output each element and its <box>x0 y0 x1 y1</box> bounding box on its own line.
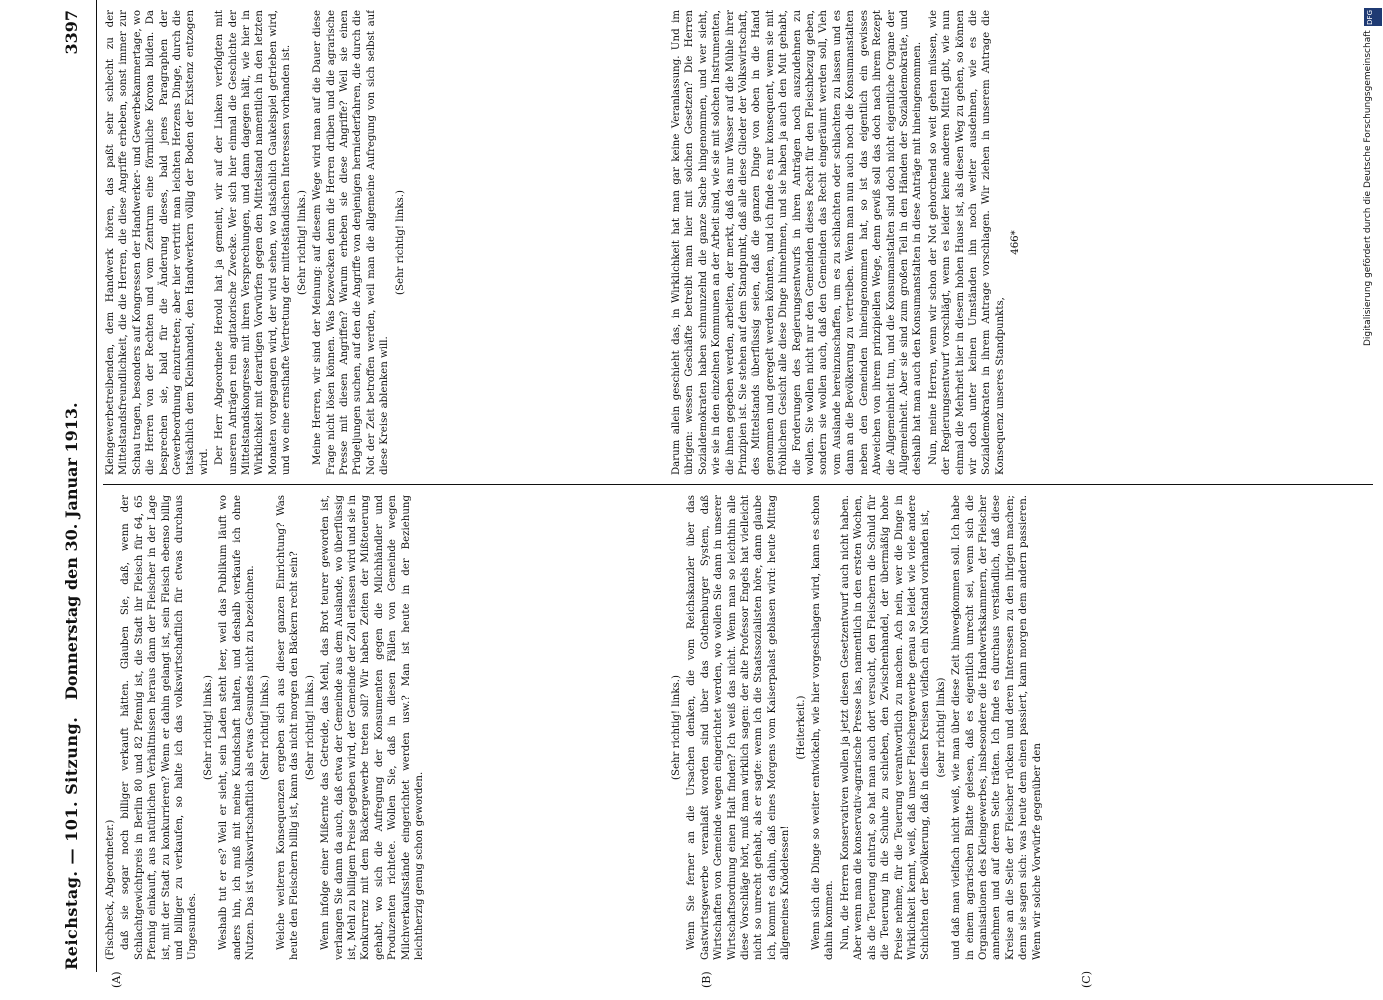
col1-para-3: Welche weiteren Konsequenzen ergeben sich aus dieser ganzen Einrichtung? Was heute den Fleischern billig ist, kann das nicht morgen den Bäckern recht sein? <box>275 495 301 960</box>
col2-para-4: und daß man vielfach nicht weiß, wie man über diese Zeit hinwegkommen soll. Ich habe in einem agrarischen Blatte gelesen, daß es eigentlich unrecht sei, wenn sich die Organisationen des Kleingewerbes, insbesondere die Handwerkskammern, der Fleischer annehmen und auf deren Seite träten. Ich finde es durchaus verständlich, daß diese Kreise an die Seite der Fleischer rücken und deren Interessen zu den ihrigen machen; denn sie sagen sich: was heute dem einen passiert, kann morgen dem andern passieren. Wenn wir solche Vorwürfe gegenüber den <box>951 495 1043 960</box>
header-rule <box>96 0 97 972</box>
col2-para-1: Wenn Sie ferner an die Ursachen denken, die vom Reichskanzler über das Gastwirtsgewerbe veranlaßt worden sind über das Gothenburger System, daß Wirtschaften von Gemeinde wegen eingerichtet werden, wo wollen Sie dann in unserer Wirtschaftsordnung einen Halt finden? Ich weiß das nicht. Wenn man so leichthin alle diese Vorschläge hört, muß man wirklich sagen: der alte Professor Engels hat vielleicht nicht so unrecht gehabt, als er sagte: wenn ich die Staatssozialisten höre, dann glaube ich, kommt es dahin, daß eines Morgens vom Kaiserpalast geblasen wird: heute Mittag allgemeines Knödelessen! <box>686 495 792 960</box>
dfg-logo <box>1364 8 1382 26</box>
col1-interjection-2: (Sehr richtig! links.) <box>260 675 272 780</box>
col2-para-3: Nun, die Herren Konservativen wollen ja jetzt diesen Gesetzentwurf auch nicht haben. Aber wenn man die konservativ-agrarische Presse las, namentlich in den ersten Wochen, als die Teuerung eintrat, so hat man auch dort versucht, den Fleischern die Schuld für die Teuerung in die Schuhe zu schieben, den Zwischenhandel, der übermäßig hohe Preise nehme, für die Teuerung verantwortlich zu machen. Ach nein, wer die Dinge in Wirklichkeit kennt, weiß, daß unser Fleischergewerbe genau so leidet wie viele andere Schichten der Bevölkerung, daß in diesen Kreisen vielfach ein Notstand vorhanden ist, <box>839 495 932 960</box>
dfg-logo-text: DFG <box>1366 10 1374 25</box>
col2-interjection-1: (Sehr richtig! links.) <box>671 675 682 780</box>
header-date: Donnerstag den 30. Januar 1913. <box>62 402 81 700</box>
col3-para-1: Kleingewerbetreibenden, dem Handwerk hören, das paßt sehr schlecht zu der Mittelstandsfreundlichkeit, die die Herren, die diese Angriffe erheben, sonst immer zur Schau tragen, besonders auf Kongressen der Handwerker- und Gewerbekammertage, wo die Herren von der Rechten und vom Zentrum eine förmliche Korona bilden. Da besprechen sie, bald für die Änderung dieses, bald jenes Paragraphen der Gewerbeordnung einzutreten; aber hier vertritt man leichten Herzens Dinge, durch die tatsächlich dem Kleinhandel, den Handwerkern völlig der Boden der Existenz entzogen wird. <box>105 10 210 475</box>
col2-interjection-2: (Heiterkeit.) <box>795 695 807 760</box>
col3-para-3: Meine Herren, wir sind der Meinung: auf diesem Wege wird man auf die Dauer diese Frage nicht lösen können. Was bezwecken denn die Herren drüben und die agrarische Presse mit diesen Angriffen? Warum erheben sie diese Angriffe? Weil sie einen Prügeljungen suchen, auf den die Angriffe von denjenigen herniederfahren, die durch die Not der Zeit betroffen werden, weil man die allgemeine Aufregung von sich selbst auf diese Kreise ablenken will. <box>312 10 391 475</box>
col2-interjection-3: (sehr richtig! links) <box>935 677 947 778</box>
col2-para-2: Wenn sich die Dinge so weiter entwickeln, wie hier vorgeschlagen wird, kann es schon dahin kommen. <box>811 495 836 960</box>
marker-a: (A) <box>110 971 123 988</box>
marker-c: (C) <box>1080 971 1093 988</box>
col1-interjection-1: (Sehr richtig! links.) <box>202 675 214 780</box>
page-number: 3397 <box>62 10 81 55</box>
col3-para-5: Nun, meine Herren, wenn wir schon der Not gehorchend so weit gehen müssen, wie der Regierungsentwurf vorschlägt, wenn es leider keine anderen Mittel gibt, wie nun einmal die Mehrheit hier in diesem hohen Hause ist, als diesen Weg zu gehen, so können wir doch unter keinen Umständen ihn noch weiter ausdehnen, wie es die Sozialdemokraten in ihrem Antrage vorschlagen. Wir ziehen in unserem Antrage die Konsequenz unseres Standpunkts, <box>927 10 1006 475</box>
marker-b: (B) <box>700 971 713 988</box>
col1-para-1: daß sie sogar noch billiger verkauft hätten. Glauben Sie, daß, wenn der Schlachtgewichtpreis in Berlin 80 und 82 Pfennig ist, die Stadt ihr Fleisch für 64, 65 Pfennig einkauft, aus natürlichen Verhältnissen heraus dann der Fleischer in der Lage ist, mit der Stadt zu konkurrieren? Wenn er dahin gelangt ist, sein Fleisch ebenso billig und billiger zu verkaufen, so halte ich das volkswirtschaftlich für etwas durchaus Ungesundes. <box>120 495 199 960</box>
col1-para-4: Wenn infolge einer Mißernte das Getreide, das Mehl, das Brot teurer geworden ist, verlangen Sie dann da auch, daß etwa der Gemeinde aus dem Auslande, wo überflüssig ist, Mehl zu billigem Preise gegeben wird, der Gemeinde der Zoll erlassen wird und sie in Konkurrenz mit dem Bäckergewerbe treten soll? Wir haben Zeiten der Mißteuerung gehabt, wo sich die Aufregung der Konsumenten gegen die Milchhändler und Produzenten richtete. Wollen Sie, daß in diesen Fällen von Gemeinde wegen Milchverkaufsstände eingerichtet werden usw.? Man ist heute in der Beziehung leichtherzig genug schon geworden. <box>320 495 425 960</box>
digitization-credit: Digitalisierung gefördert durch die Deutsche Forschungsgemeinschaft <box>1363 30 1373 346</box>
column-right-top <box>104 10 664 475</box>
column-right-bottom <box>670 10 1370 475</box>
header-session: Reichstag. — 101. Sitzung. <box>62 716 81 970</box>
column-divider <box>103 484 1373 485</box>
col3-para-4: Darum allein geschieht das, in Wirklichkeit hat man gar keine Veranlassung. Und im übrigen: wessen Geschäfte betreibt man hier mit solchen Gesetzen? Die Herren Sozialdemokraten haben schmunzelnd die ganze Sache hingenommen, und wer sieht, wie sie in den einzelnen Kommunen an der Arbeit sind, wie sie mit solchen Instrumenten, die ihnen gegeben werden, arbeiten, der merkt, daß das nur Wasser auf die Mühle ihrer Prinzipien ist. Sie stehen auf dem Standpunkt, daß alle diese Glieder der Volkswirtschaft, des Mittelstands überflüssig seien, daß die ganzen Dinge von oben in die Hand genommen und geregelt werden könnten, und ich finde es nur konsequent, wenn sie mit fröhlichem Gesicht alle diese Dinge hinnehmen, und sie haben ja auch den Mut gehabt, die Forderungen des Regierungsentwurfs in ihren Anträgen noch auszudehnen zu wollen. Sie wollen nicht nur den Gemeinden dieses Recht für den Fleischbezug geben, sondern sie wollen auch, daß den Gemeinden das Recht eingeräumt werden soll, Vieh vom Auslande hereinzuschaffen, um es zu schlachten oder schlachten zu lassen und es dann an die Bevölkerung zu vertreiben. Wenn man nun auch noch die Konsumanstalten neben den Gemeinden hineingenommen hat, so ist das eigentlich ein gewisses Abweichen von ihrem prinzipiellen Wege, denn gewiß soll das doch nach ihrem Rezept die Allgemeinheit tun, und die Konsumanstalten sind doch nicht eigentliche Organe der Allgemeinheit. Aber sie sind zum großen Teil in den Händen der Sozialdemokratie, und deshalb hat man auch den Konsumanstalten in diese Anträge mit hineingenommen. <box>671 10 924 475</box>
column-left-top <box>104 495 664 960</box>
col3-interjection-2: (Sehr richtig! links.) <box>394 190 406 295</box>
column-left-bottom <box>670 495 1370 960</box>
col3-para-2: Der Herr Abgeordnete Herold hat ja gemeint, wir auf der Linken verfolgten mit unseren Anträgen rein agitatorische Zwecke. Wer sich hier einmal die Geschichte der Mittelstandskongresse mit ihren Versprechungen, und dann dagegen hält, wie hier in Wirklichkeit mit derartigen Vorwürfen gegen den Mittelstand namentlich in den letzten Monaten vorgegangen wird, der wird sehen, wo tatsächlich Gaukelspiel getrieben wird, und wo eine ernsthafte Vertretung der mittelständischen Interessen vorhanden ist. <box>214 10 293 475</box>
col1-interjection-3: (Sehr richtig! links.) <box>304 675 316 780</box>
col1-para-2: Weshalb tut er es? Weil er sieht, sein Laden steht leer, weil das Publikum läuft wo anders hin, ich muß mit meine Kundschaft halten, und deshalb verkaufe ich ohne Nutzen. Das ist volkswirtschaftlich als etwas Gesundes nicht zu bezeichnen. <box>218 495 257 960</box>
page-header <box>62 0 92 1000</box>
speaker-label: (Fischbeck, Abgeordneter.) <box>105 819 116 960</box>
col3-interjection-1: (Sehr richtig! links.) <box>296 190 308 295</box>
signature-mark: 466* <box>1010 230 1022 255</box>
